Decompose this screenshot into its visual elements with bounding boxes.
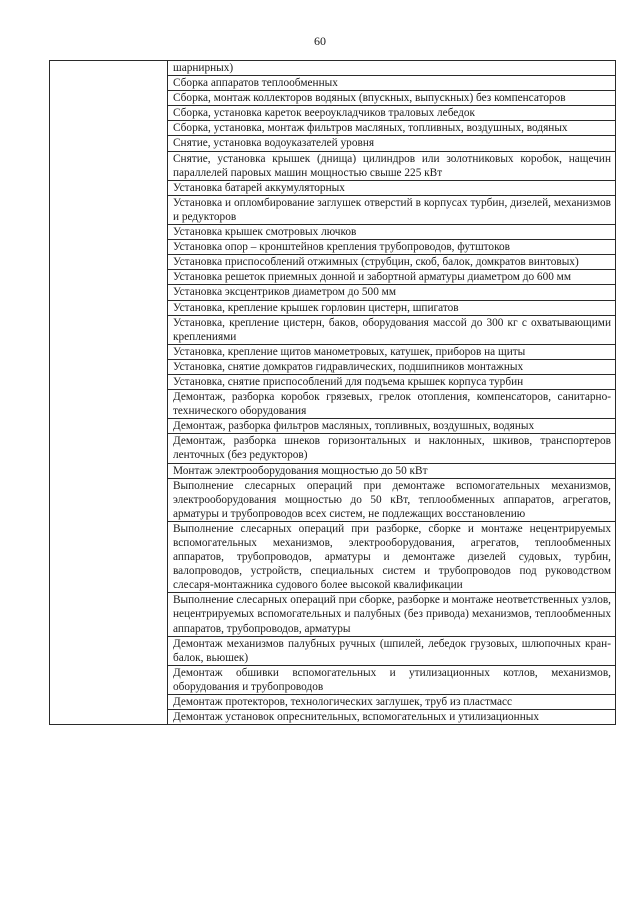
work-item-text: Установка батарей аккумуляторных — [168, 180, 616, 195]
work-item-text: Установка крышек смотровых лючков — [168, 225, 616, 240]
work-item-text: Демонтаж установок опреснительных, вспомогательных и утилизационных — [168, 710, 616, 725]
work-item-text: Выполнение слесарных операций при сборке, разборке и монтаже неответственных узлов, нецентрируемых вспомогательных и палубных (без привода) механизмов, теплообменных аппаратов, трубопроводов, арматуры — [168, 593, 616, 636]
work-item-text: Установка решеток приемных донной и забортной арматуры диаметром до 600 мм — [168, 270, 616, 285]
work-item-text: Сборка, установка, монтаж фильтров масляных, топливных, воздушных, водяных — [168, 121, 616, 136]
work-item-text: Установка и опломбирование заглушек отверстий в корпусах турбин, дизелей, механизмов и редукторов — [168, 195, 616, 224]
work-item-text: шарнирных) — [168, 61, 616, 76]
work-item-text: Демонтаж, разборка фильтров масляных, топливных, воздушных, водяных — [168, 419, 616, 434]
table-row — [50, 61, 616, 76]
work-item-text: Установка опор – кронштейнов крепления трубопроводов, футштоков — [168, 240, 616, 255]
work-item-text: Выполнение слесарных операций при демонтаже вспомогательных механизмов, электрооборудования мощностью до 50 кВт, теплообменных аппаратов, агрегатов, арматуры и трубопроводов всех систем, не подлежащих восстановлению — [168, 478, 616, 521]
page-number: 60 — [314, 34, 326, 48]
work-item-text: Установка, крепление щитов манометровых, катушек, приборов на щиты — [168, 344, 616, 359]
work-item-text: Установка, снятие домкратов гидравлических, подшипников монтажных — [168, 359, 616, 374]
work-item-text: Сборка, монтаж коллекторов водяных (впускных, выпускных) без компенсаторов — [168, 91, 616, 106]
work-item-text: Выполнение слесарных операций при разборке, сборке и монтаже нецентрируемых вспомогательных механизмов, электрооборудования, агрегатов, теплообменных аппаратов, трубопроводов, арматуры и демонтаже дизелей судовых, турбин, валопроводов, устройств, специальных систем и трубопроводов под руководством слесаря-монтажника судового более высокой квалификации — [168, 521, 616, 592]
empty-left-column — [50, 61, 168, 725]
work-list-table — [49, 60, 616, 725]
work-item-text: Демонтаж механизмов палубных ручных (шпилей, лебедок грузовых, шлюпочных кран-балок, вьюшек) — [168, 636, 616, 665]
work-item-text: Демонтаж, разборка шнеков горизонтальных и наклонных, шкивов, транспортеров ленточных (без редукторов) — [168, 434, 616, 463]
work-item-text: Установка, снятие приспособлений для подъема крышек корпуса турбин — [168, 374, 616, 389]
work-item-text: Установка, крепление цистерн, баков, оборудования массой до 300 кг с охватывающими креплениями — [168, 315, 616, 344]
work-item-text: Монтаж электрооборудования мощностью до 50 кВт — [168, 463, 616, 478]
work-item-text: Сборка, установка кареток веероукладчиков траловых лебедок — [168, 106, 616, 121]
work-item-text: Установка приспособлений отжимных (струбцин, скоб, балок, домкратов винтовых) — [168, 255, 616, 270]
work-item-text: Сборка аппаратов теплообменных — [168, 76, 616, 91]
table-body — [50, 61, 616, 725]
work-item-text: Демонтаж протекторов, технологических заглушек, труб из пластмасс — [168, 695, 616, 710]
work-item-text: Снятие, установка крышек (днища) цилиндров или золотниковых коробок, нащечин параллелей паровых машин мощностью свыше 225 кВт — [168, 151, 616, 180]
work-item-text: Установка, крепление крышек горловин цистерн, шпигатов — [168, 300, 616, 315]
work-item-text: Установка эксцентриков диаметром до 500 мм — [168, 285, 616, 300]
work-item-text: Демонтаж, разборка коробок грязевых, грелок отопления, компенсаторов, санитарно-технического оборудования — [168, 390, 616, 419]
work-item-text: Снятие, установка водоуказателей уровня — [168, 136, 616, 151]
work-item-text: Демонтаж обшивки вспомогательных и утилизационных котлов, механизмов, оборудования и трубопроводов — [168, 665, 616, 694]
